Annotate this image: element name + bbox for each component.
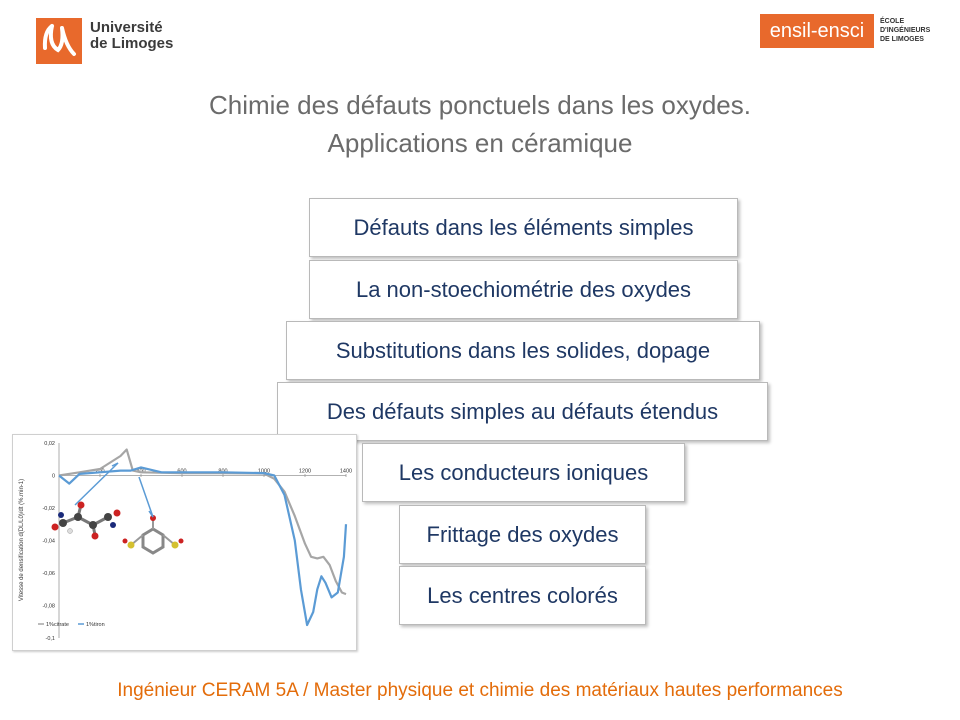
y-tick-label: -0,02	[42, 506, 55, 512]
y-tick-label: -0,08	[42, 603, 55, 610]
topic-centres-colores[interactable]: Les centres colorés	[399, 566, 646, 625]
universite-de-limoges-logo	[36, 14, 186, 68]
x-tick-label: 600	[177, 468, 187, 475]
densification-chart-svg	[13, 435, 356, 650]
ensil-sub-line2: D'INGÉNIEURS	[880, 27, 931, 34]
ensil-sub-line1: ÉCOLE	[880, 18, 905, 25]
densification-chart	[12, 434, 357, 651]
chart-legend	[38, 622, 105, 628]
ul-monogram-icon	[36, 18, 82, 64]
topic-defauts-etendus[interactable]: Des défauts simples au défauts étendus	[277, 382, 768, 441]
y-tick-label: -0,06	[42, 571, 55, 577]
legend-label-tiron: 1%tiron	[86, 622, 105, 628]
ensil-sub-line3: DE LIMOGES	[880, 36, 924, 43]
topic-non-stoechiometrie[interactable]: La non-stoechiométrie des oxydes	[309, 260, 738, 319]
topic-frittage-oxydes[interactable]: Frittage des oxydes	[399, 505, 646, 564]
topic-conducteurs-ioniques[interactable]: Les conducteurs ioniques	[362, 443, 685, 502]
chart-y-axis-label: Vitesse de densification d(DL/L0)/dt (%.min-1)	[19, 478, 25, 602]
x-tick-label: 800	[218, 468, 228, 475]
university-name-line1: Université	[90, 19, 163, 36]
x-tick-label: 1200	[298, 468, 312, 475]
y-tick-label: -0,04	[42, 538, 55, 545]
series-line-tiron	[59, 467, 346, 625]
ensil-ensci-wordmark: ensil-ensci	[760, 14, 874, 48]
tiron-molecule-icon	[123, 515, 184, 553]
x-tick-label: 200	[95, 468, 105, 475]
topic-substitutions-dopage[interactable]: Substitutions dans les solides, dopage	[286, 321, 760, 380]
slide-title-line2: Applications en céramique	[327, 128, 633, 158]
topic-defauts-elements-simples[interactable]: Défauts dans les éléments simples	[309, 198, 738, 257]
x-tick-label: 400	[136, 468, 146, 475]
molecule-illustrations	[52, 463, 187, 553]
citrate-molecule-icon	[52, 502, 121, 540]
legend-label-citrate: 1%citrate	[46, 622, 69, 628]
y-tick-label: -0,1	[45, 636, 55, 642]
y-tick-label: 0,02	[44, 441, 55, 447]
footer-program-label: Ingénieur CERAM 5A / Master physique et chimie des matériaux hautes performances	[117, 680, 843, 701]
slide-title-line1: Chimie des défauts ponctuels dans les oxydes.	[209, 90, 751, 120]
y-tick-label: 0	[51, 473, 55, 480]
university-name-line2: de Limoges	[90, 35, 174, 52]
x-tick-label: 1400	[339, 468, 353, 475]
x-tick-label: 1000	[257, 468, 271, 475]
